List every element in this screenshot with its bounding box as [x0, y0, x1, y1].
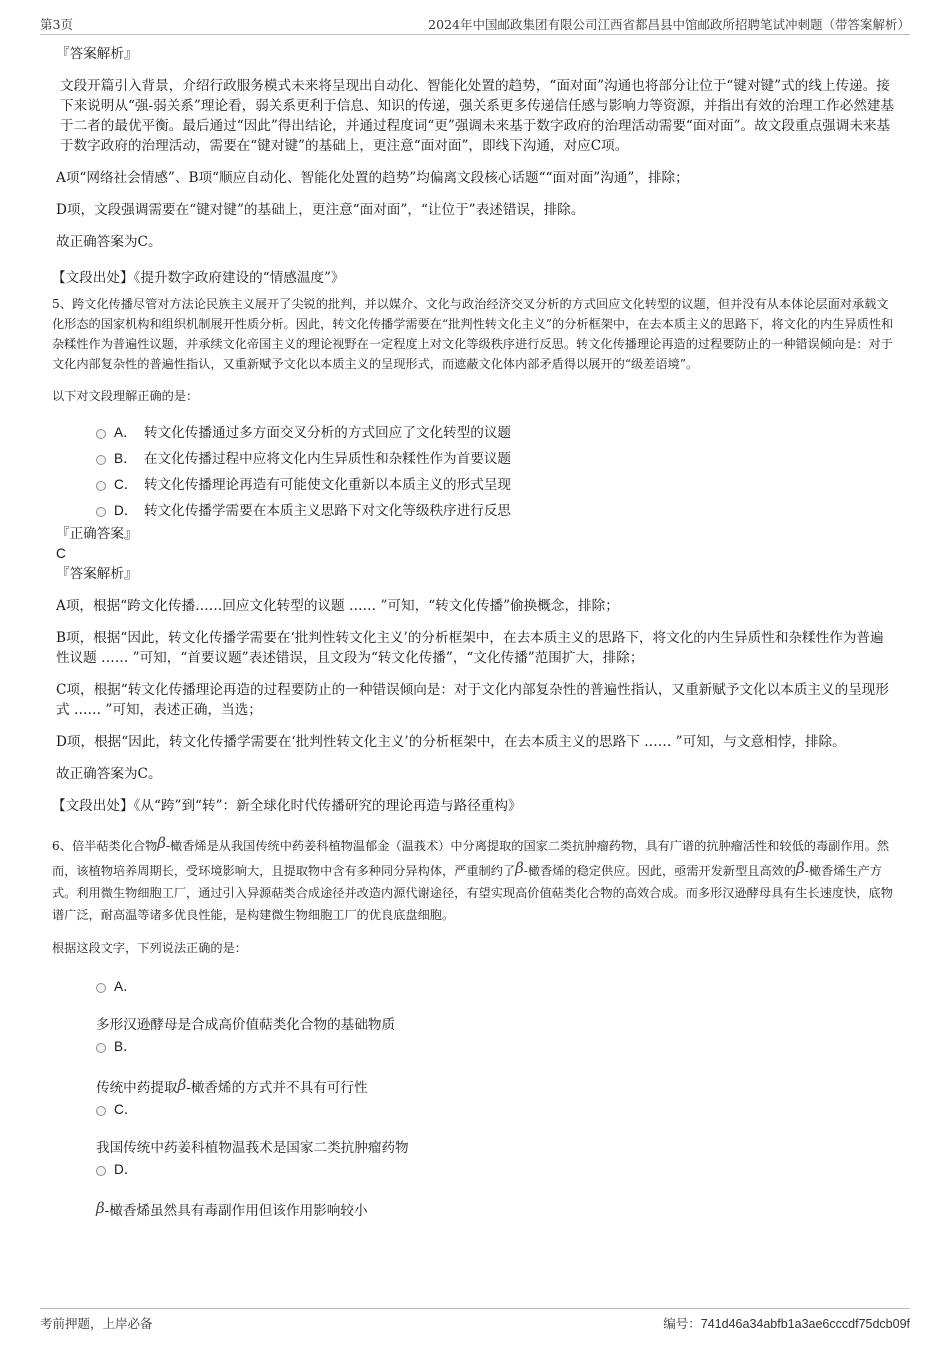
option-text: 在文化传播过程中应将文化内生异质性和杂糅性作为首要议题: [144, 451, 512, 467]
analysis-paragraph: A项“网络社会情感”、B项“顺应自动化、智能化处置的趋势”均偏离文段核心话题““面对面”沟通”，排除；: [56, 170, 689, 186]
answer-line: 故正确答案为C。: [56, 766, 162, 782]
options-list: [56, 976, 896, 1222]
radio-icon[interactable]: [96, 1166, 106, 1176]
analysis-paragraph: B项，根据“因此，转文化传播学需要在‘批判性转文化主义’的分析框架中，在去本质主义的思路下，将文化的内生异质性和杂糅性作为普遍性议题 …… ”可知，“首要议题”表述错误，且文段为“转文化传播”，“文化传播”范围扩大，排除；: [56, 630, 884, 666]
option-letter: A．: [114, 979, 137, 994]
analysis-label: 『答案解析』: [56, 46, 138, 62]
option-d[interactable]: [56, 1159, 896, 1181]
source-citation: 【文段出处】《提升数字政府建设的“情感温度”》: [52, 270, 345, 286]
beta-symbol: β: [515, 859, 524, 877]
beta-symbol: β: [177, 1076, 187, 1094]
analysis-paragraph: C项，根据“转文化传播理论再造的过程要防止的一种错误倾向是：对于文化内部复杂性的普遍性指认，又重新赋予文化以本质主义的呈现形式 …… ”可知，表述正确，当选；: [56, 682, 889, 718]
option-letter: B．: [114, 451, 137, 466]
document-body: [52, 38, 896, 1222]
option-a[interactable]: [56, 420, 896, 446]
option-letter: D．: [114, 503, 138, 518]
option-text: β-橄香烯虽然具有毒副作用但该作用影响较小: [96, 1199, 368, 1219]
beta-symbol: β: [796, 859, 805, 877]
page-number: 第3页: [40, 17, 73, 32]
radio-icon[interactable]: [96, 983, 106, 993]
correct-answer-label: 『正确答案』: [56, 526, 138, 542]
footer-slogan: 考前押题，上岸必备: [40, 1316, 153, 1331]
option-text: 我国传统中药姜科植物温莪术是国家二类抗肿瘤药物: [96, 1140, 409, 1156]
question-prompt: 以下对文段理解正确的是：: [52, 389, 199, 403]
radio-icon[interactable]: [96, 507, 106, 517]
option-b[interactable]: [56, 446, 896, 472]
document-code: 编号：741d46a34abfb1a3ae6cccdf75dcb09f: [663, 1316, 910, 1331]
question-stem: 6、倍半萜类化合物β-橄香烯是从我国传统中药姜科植物温郁金（温莪术）中分离提取的国家二类抗肿瘤药物，具有广谱的抗肿瘤活性和较低的毒副作用。然而，该植物培养周期长，受环境影响大，且提取物中含有多种同分异构体，严重制约了β-橄香烯的稳定供应。因此，亟需开发新型且高效的β-橄香烯生产方式。利用微生物细胞工厂，通过引入异源萜类合成途径并改造内源代谢途径，有望实现高价值萜类化合物的高效合成。而多形汉逊酵母具有生长速度快，底物谱广泛，耐高温等诸多优良性能，是构建微生物细胞工厂的优良底盘细胞。: [52, 834, 893, 922]
option-text: 转文化传播理论再造有可能使文化重新以本质主义的形式呈现: [144, 477, 512, 493]
option-letter: A．: [114, 425, 137, 440]
radio-icon[interactable]: [96, 455, 106, 465]
option-text: 传统中药提取β-橄香烯的方式并不具有可行性: [96, 1076, 368, 1096]
option-letter: C．: [114, 477, 138, 492]
option-d[interactable]: [56, 498, 896, 524]
source-citation: 【文段出处】《从“跨”到“转”：新全球化时代传播研究的理论再造与路径重构》: [52, 798, 522, 814]
beta-symbol: β: [157, 834, 166, 852]
option-letter: B．: [114, 1039, 137, 1054]
correct-answer: C: [56, 546, 66, 561]
page-header: [40, 12, 910, 35]
question-prompt: 根据这段文字，下列说法正确的是：: [52, 941, 247, 955]
option-c[interactable]: [56, 472, 896, 498]
option-b[interactable]: [56, 1036, 896, 1058]
option-text: 转文化传播通过多方面交叉分析的方式回应了文化转型的议题: [144, 425, 512, 441]
analysis-paragraph: D项，根据“因此，转文化传播学需要在‘批判性转文化主义’的分析框架中，在去本质主义的思路下 …… ”可知，与文意相悖，排除。: [56, 734, 846, 750]
analysis-paragraph: 文段开篇引入背景，介绍行政服务模式未来将呈现出自动化、智能化处置的趋势，“面对面”沟通也将部分让位于“键对键”式的线上传递。接下来说明从“强-弱关系”理论看，弱关系更利于信息、知识的传递，强关系更多传递信任感与影响力等资源，并指出有效的治理工作必然建基于二者的最优平衡。最后通过“因此”得出结论，并通过程度词“更”强调未来基于数字政府的治理活动需要“面对面”。故文段重点强调未来基于数字政府的治理活动，需要在“键对键”的基础上，更注意“面对面”，即线下沟通，对应C项。: [60, 78, 895, 154]
beta-symbol: β: [96, 1199, 105, 1217]
analysis-paragraph: D项，文段强调需要在“键对键”的基础上，更注意“面对面”，“让位于”表述错误，排除。: [56, 202, 585, 218]
page-footer: [40, 1308, 910, 1333]
radio-icon[interactable]: [96, 429, 106, 439]
analysis-paragraph: A项，根据“跨文化传播……回应文化转型的议题 …… ”可知，“转文化传播”偷换概念，排除；: [56, 598, 619, 614]
radio-icon[interactable]: [96, 1043, 106, 1053]
answer-line: 故正确答案为C。: [56, 234, 162, 250]
option-letter: C．: [114, 1102, 138, 1117]
option-text: 转文化传播学需要在本质主义思路下对文化等级秩序进行反思: [144, 503, 512, 519]
radio-icon[interactable]: [96, 1106, 106, 1116]
option-a[interactable]: [56, 976, 896, 998]
radio-icon[interactable]: [96, 481, 106, 491]
option-letter: D．: [114, 1162, 138, 1177]
document-title: 2024年中国邮政集团有限公司江西省都昌县中馆邮政所招聘笔试冲刺题（带答案解析）: [428, 17, 910, 32]
analysis-label: 『答案解析』: [56, 566, 138, 582]
options-list: [56, 420, 896, 524]
question-stem: 5、跨文化传播尽管对方法论民族主义展开了尖锐的批判，并以媒介、文化与政治经济交叉分析的方式回应文化转型的议题，但并没有从本体论层面对承载文化形态的国家机构和组织机制展开性质分析。因此，转文化传播学需要在“批判性转文化主义”的分析框架中，在去本质主义的思路下，将文化的内生异质性和杂糅性作为普遍性议题，并承续文化帝国主义的理论视野在一定程度上对文化等级秩序进行反思。转文化传播理论再造的过程要防止的一种错误倾向是：对于文化内部复杂性的普遍性指认，又重新赋予文化以本质主义的呈现形式，而遮蔽文化体内部矛盾得以展开的“级差语境”。: [52, 297, 894, 371]
option-c[interactable]: [56, 1099, 896, 1121]
option-text: 多形汉逊酵母是合成高价值萜类化合物的基础物质: [96, 1017, 396, 1033]
